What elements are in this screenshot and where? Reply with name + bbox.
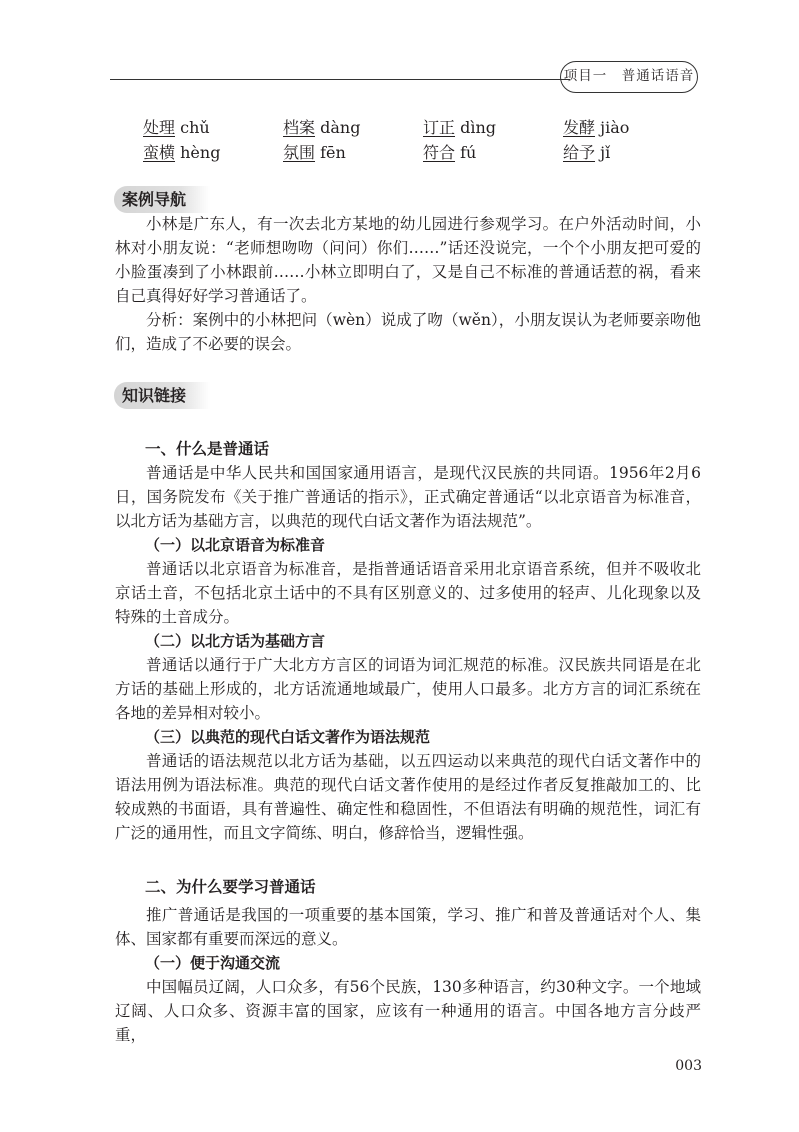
vocab-pinyin: dàng — [320, 118, 361, 137]
header-rule — [110, 79, 570, 80]
knowledge-section-tag: 知识链接 — [114, 382, 210, 409]
vocab-item — [283, 140, 423, 165]
vocab-item — [563, 115, 703, 140]
analysis-paragraph: 分析：案例中的小林把问（wèn）说成了吻（wěn），小朋友误认为老师要亲吻他们，造成了不必要的误会。 — [115, 311, 701, 353]
vocab-pinyin: hèng — [180, 143, 221, 162]
vocab-item — [563, 140, 703, 165]
subheading: （三）以典范的现代白话文著作为语法规范 — [145, 728, 431, 746]
vocab-pinyin: fú — [460, 143, 477, 162]
chapter-header: 项目一 普通话语音 — [560, 61, 698, 93]
vocab-item — [283, 115, 423, 140]
subheading: （二）以北方话为基础方言 — [145, 632, 326, 650]
subheading: （一）便于沟通交流 — [145, 954, 281, 972]
body-paragraph: 中国幅员辽阔，人口众多，有56个民族，130多种语言，约30种文字。一个地域辽阔、人口众多、资源丰富的国家，应该有一种通用的语言。中国各地方言分歧严重， — [115, 978, 701, 1044]
vocab-table — [143, 115, 703, 165]
page-number: 003 — [675, 1058, 702, 1074]
case-section-tag: 案例导航 — [114, 186, 210, 213]
case-text — [115, 212, 701, 356]
vocab-word: 处理 — [143, 118, 176, 137]
vocab-word: 符合 — [423, 143, 456, 162]
section-heading: 一、什么是普通话 — [145, 440, 270, 458]
vocab-word: 给予 — [563, 143, 596, 162]
section-one-body — [115, 461, 701, 845]
body-paragraph: 普通话以通行于广大北方方言区的词语为词汇规范的标准。汉民族共同语是在北方话的基础上形成的，北方话流通地域最广，使用人口最多。北方方言的词汇系统在各地的差异相对较小。 — [115, 656, 701, 722]
subheading: （一）以北京语音为标准音 — [145, 536, 326, 554]
vocab-word: 氛围 — [283, 143, 316, 162]
vocab-pinyin: chǔ — [180, 118, 210, 137]
vocab-word: 档案 — [283, 118, 316, 137]
vocab-row — [143, 115, 703, 140]
vocab-pinyin: jǐ — [600, 143, 611, 162]
body-paragraph: 推广普通话是我国的一项重要的基本国策，学习、推广和普及普通话对个人、集体、国家都有重要而深远的意义。 — [115, 906, 701, 948]
case-paragraph: 小林是广东人，有一次去北方某地的幼儿园进行参观学习。在户外活动时间，小林对小朋友说：“老师想吻吻（问问）你们……”话还没说完，一个个小朋友把可爱的小脸蛋凑到了小林跟前……小林立即明白了，又是自己不标准的普通话惹的祸，看来自己真得好好学习普通话了。 — [115, 215, 701, 305]
vocab-row — [143, 140, 703, 165]
vocab-item — [423, 115, 563, 140]
vocab-pinyin: dìng — [460, 118, 497, 137]
vocab-word: 蛮横 — [143, 143, 176, 162]
vocab-item — [143, 140, 283, 165]
vocab-pinyin: fēn — [320, 143, 346, 162]
section-two-body — [115, 903, 701, 1047]
body-paragraph: 普通话以北京语音为标准音，是指普通话语音采用北京语音系统，但并不吸收北京话土音，不包括北京土话中的不具有区别意义的、过多使用的轻声、儿化现象以及特殊的土音成分。 — [115, 560, 701, 626]
section-heading: 二、为什么要学习普通话 — [145, 878, 316, 896]
vocab-pinyin: jiào — [600, 118, 630, 137]
body-paragraph: 普通话是中华人民共和国国家通用语言，是现代汉民族的共同语。1956年2月6日，国务院发布《关于推广普通话的指示》，正式确定普通话“以北京语音为标准音，以北方话为基础方言，以典范的现代白话文著作为语法规范”。 — [115, 464, 701, 530]
vocab-word: 订正 — [423, 118, 456, 137]
vocab-item — [143, 115, 283, 140]
body-paragraph: 普通话的语法规范以北方话为基础，以五四运动以来典范的现代白话文著作中的语法用例为语法标准。典范的现代白话文著作使用的是经过作者反复推敲加工的、比较成熟的书面语，具有普遍性、确定性和稳固性，不但语法有明确的规范性，词汇有广泛的通用性，而且文字简练、明白，修辞恰当，逻辑性强。 — [115, 752, 701, 842]
vocab-item — [423, 140, 563, 165]
vocab-word: 发酵 — [563, 118, 596, 137]
